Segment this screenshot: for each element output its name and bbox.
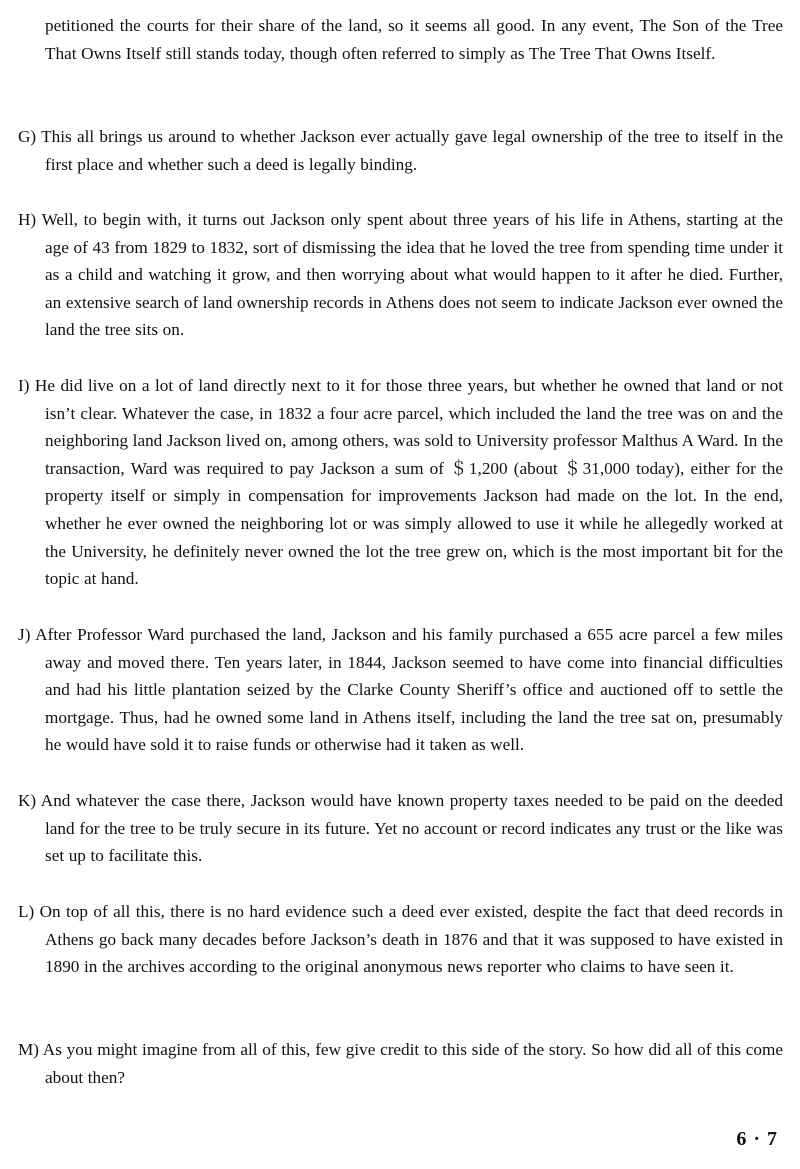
paragraph-i: I) He did live on a lot of land directly next to it for those three years, but whether he owned that land or not isn’t clear. Whatever the case, in 1832 a four acre parcel, which included the land the tree was on and the neighboring land Jackson lived on, among others, was sold to University professor Malthus A Ward. In the transaction, Ward was required to pay Jackson a sum of ＄1,200 (about ＄31,000 today), either for the property itself or simply in compensation for improvements Jackson had made on the lot. In the end, whether he ever owned the neighboring lot or was simply allowed to use it while he allegedly worked at the University, he definitely never owned the lot the tree grew on, which is the most important bit for the topic at hand. [18,376,783,589]
paragraph-l: L) On top of all this, there is no hard evidence such a deed ever existed, despite the fact that deed records in Athens go back many decades before Jackson’s death in 1876 and that it was supposed to have existed in 1890 in the archives according to the original anonymous news reporter who claims to have seen it. [18,902,783,977]
paragraph-g: G) This all brings us around to whether Jackson ever actually gave legal ownership of the tree to itself in the first place and whether such a deed is legally binding. [18,127,783,174]
paragraph-j: J) After Professor Ward purchased the land, Jackson and his family purchased a 655 acre parcel a few miles away and moved there. Ten years later, in 1844, Jackson seemed to have come into financial difficulties and had his little plantation seized by the Clarke County Sheriff’s office and auctioned off to settle the mortgage. Thus, had he owned some land in Athens itself, including the land the tree sat on, presumably he would have sold it to raise funds or otherwise had it taken as well. [18,625,783,755]
paragraph-h: H) Well, to begin with, it turns out Jackson only spent about three years of his life in Athens, starting at the age of 43 from 1829 to 1832, sort of dismissing the idea that he loved the tree from spending time under it as a child and watching it grow, and then worrying about what would happen to it after he died. Further, an extensive search of land ownership records in Athens does not seem to indicate Jackson ever owned the land the tree sits on. [18,210,783,340]
page-number: 6 · 7 [736,1128,778,1150]
paragraph-continued: petitioned the courts for their share of the land, so it seems all good. In any event, The Son of the Tree That Owns Itself still stands today, though often referred to simply as The Tree That Owns Itself. [45,16,783,63]
paragraph-m: M) As you might imagine from all of this, few give credit to this side of the story. So how did all of this come about then? [18,1040,783,1087]
paragraph-k: K) And whatever the case there, Jackson would have known property taxes needed to be paid on the deeded land for the tree to be truly secure in its future. Yet no account or record indicates any trust or the like was set up to facilitate this. [18,791,783,866]
